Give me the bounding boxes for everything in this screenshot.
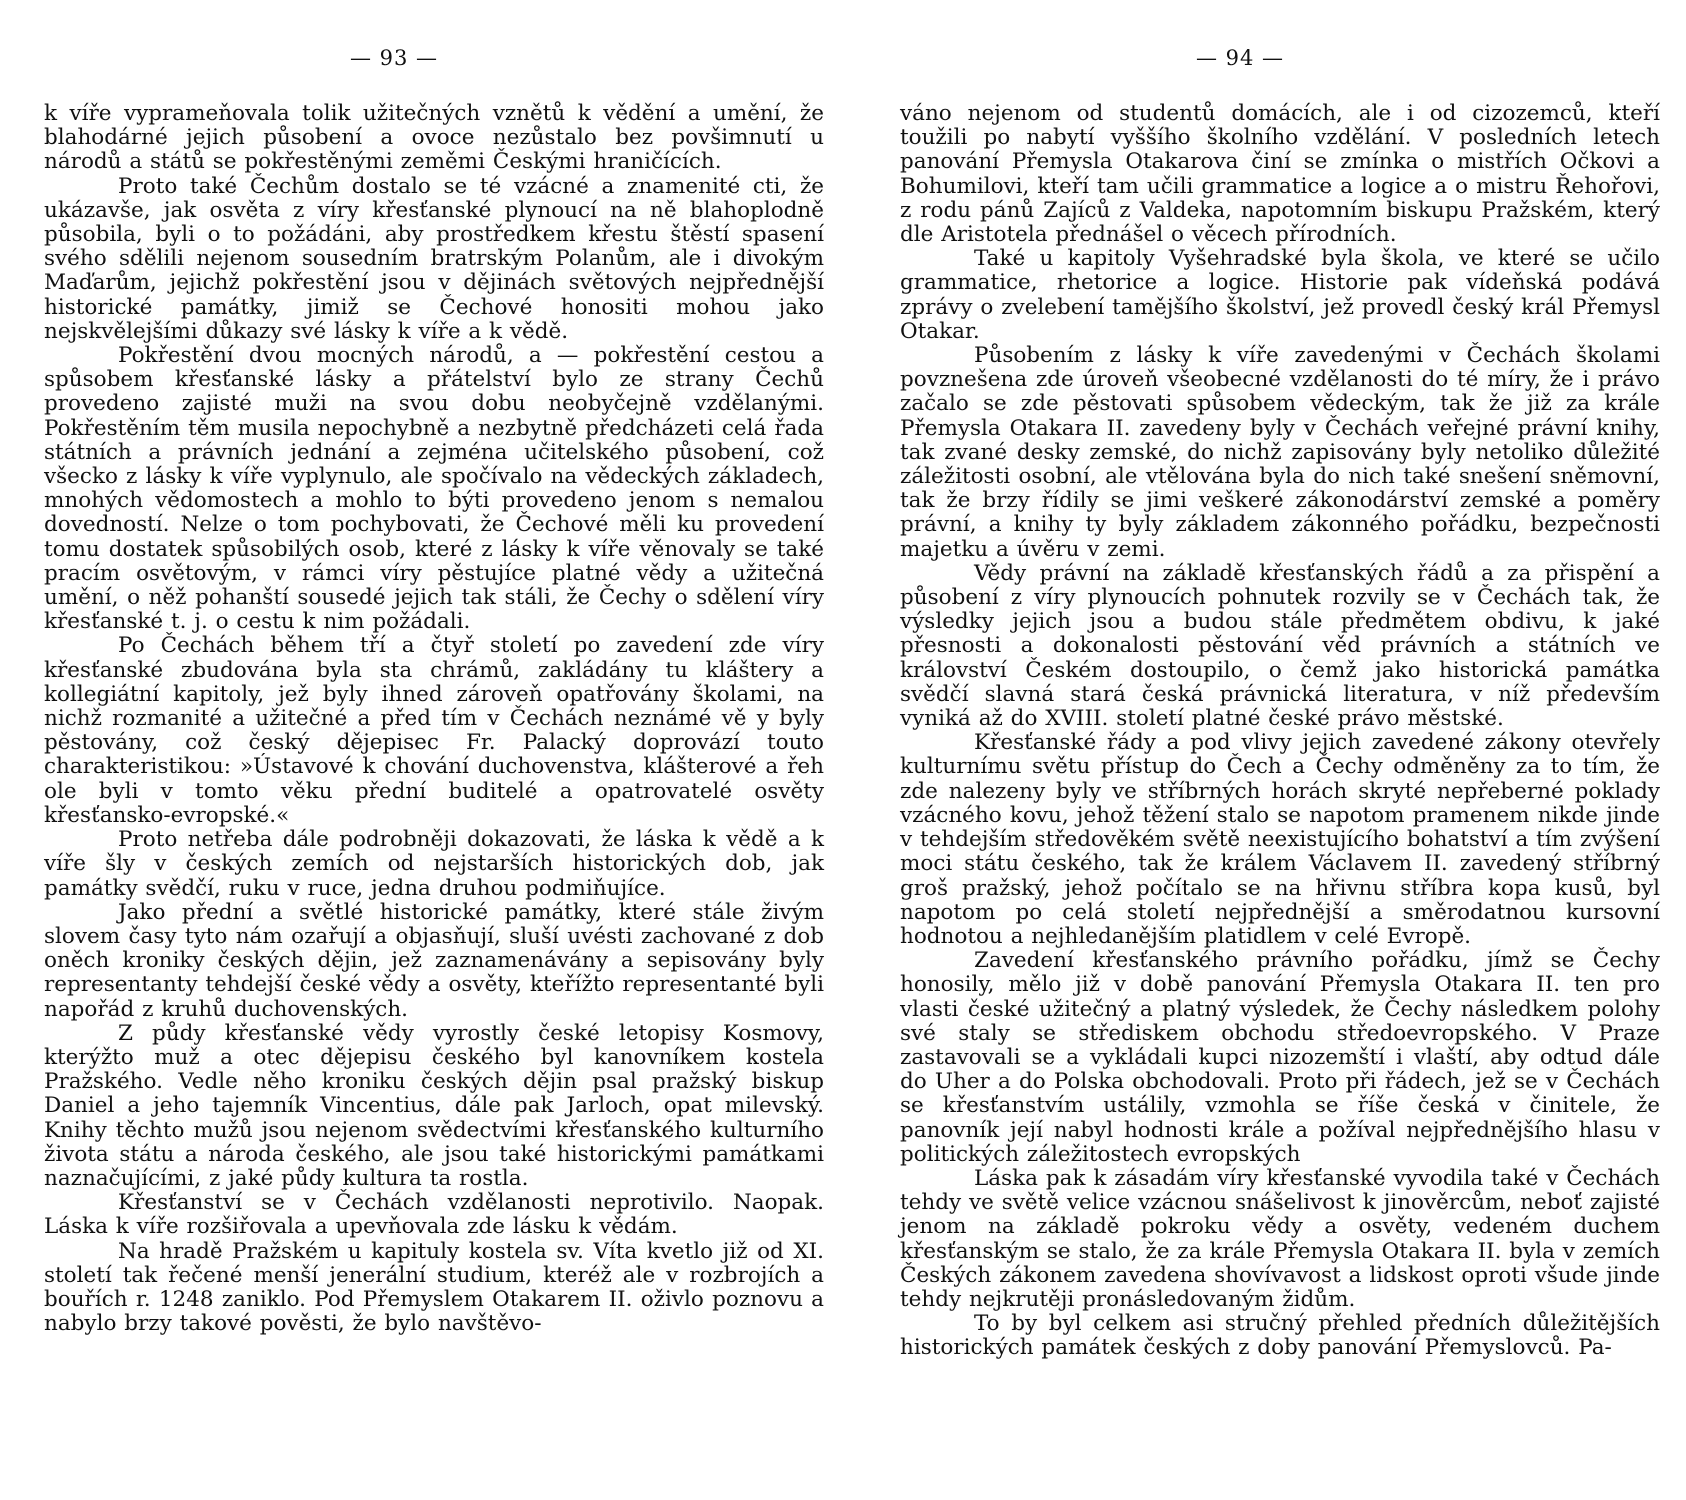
paragraph: k víře vyprameňovala tolik užitečných vznětů k vědění a umění, že blahodárné jejich působení a ovoce nezůstalo bez povšimnutí u národů a států se pokřestěnými zeměmi Českými hraničících.: [44, 101, 824, 175]
paragraph: Zavedení křesťanského právního pořádku, jímž se Čechy honosily, mělo již v době panování Přemysla Otakara II. ten pro vlasti české užitečný a platný výsledek, že Čechy následkem polohy své staly se střediskem obchodu středoevropského. V Praze zastavovali se a vykládali kupci nizozemští i vlaští, aby odtud dále do Uher a do Polska obchodovali. Proto při řádech, jež se v Čechách se křesťanstvím ustálily, vzmohla se říše česká v činitele, že panovník její nabyl hodnosti krále a požíval nejpřednějšího hlasu v politických záležitostech evropských: [900, 948, 1660, 1167]
paragraph: Láska pak k zásadám víry křesťanské vyvodila také v Čechách tehdy ve světě velice vzácnou snášelivost k jinověrcům, neboť zajisté jenom na základě pokroku vědy a osvěty, vedeném duchem křesťanským se stalo, že za krále Přemysla Otakara II. byla v zemích Českých zákonem zavedena shovívavost a lidskost oproti všude jinde tehdy nejkrutěji pronásledovaným židům.: [900, 1165, 1660, 1312]
paragraph: Jako přední a světlé historické památky, které stále živým slovem časy tyto nám ozařují a objasňují, sluší uvésti zachované z dob oněch kroniky českých dějin, jež zaznamenávány a sepisovány byly representanty tehdejší české vědy a osvěty, kteřížto representanté byli napořád z kruhů duchovenských.: [44, 899, 824, 1022]
right-page: [900, 0, 1660, 1500]
paragraph: Po Čechách během tří a čtyř století po zavedení zde víry křesťanské zbudována byla sta chrámů, zakládány tu kláštery a kollegiátní kapitoly, jež byly ihned zároveň opatřovány školami, na nichž rozmanité a užitečné a před tím v Čechách neznámé vě y byly pěstovány, což český dějepisec Fr. Palacký doprovází touto charakteristikou: »Ústavové k chování duchovenstva, klášterové a řeh ole byli v tomto věku přední buditelé a opatrovatelé osvěty křesťansko-evropské.«: [44, 633, 824, 828]
paragraph: To by byl celkem asi stručný přehled předních důležitějších historických památek českých z doby panování Přemyslovců. Pa-: [900, 1311, 1660, 1361]
paragraph: Křesťanství se v Čechách vzdělanosti neprotivilo. Naopak. Láska k víře rozšiřovala a upevňovala zde lásku k vědám.: [44, 1190, 824, 1240]
page-body: [44, 102, 824, 1336]
paragraph: Proto také Čechům dostalo se té vzácné a znamenité cti, že ukázavše, jak osvěta z víry křesťanské plynoucí na ně blahoplodně působila, byli o to požádáni, aby prostředkem křestu štěstí spasení svého sdělili nejenom sousedním bratrským Polanům, ale i divokým Maďarům, jejichž pokřestění jsou v dějinách světových nejpřednější historické památky, jimiž se Čechové honositi mohou jako nejskvělejšími důkazy své lásky k víře a k vědě.: [44, 173, 824, 344]
paragraph: Také u kapitoly Vyšehradské byla škola, ve které se učilo grammatice, rhetorice a logice. Historie pak vídeňská podává zprávy o zvelebení tamějšího školství, jež provedl český král Přemysl Otakar.: [900, 246, 1660, 344]
page-body: [900, 102, 1660, 1361]
page-number: — 93 —: [349, 46, 439, 70]
paragraph: Proto netřeba dále podrobněji dokazovati, že láska k vědě a k víře šly v českých zemích od nejstarších historických dob, jak památky svědčí, ruku v ruce, jedna druhou podmiňujíce.: [44, 827, 824, 901]
paragraph: Křesťanské řády a pod vlivy jejich zavedené zákony otevřely kulturnímu světu přístup do Čech a Čechy odměněny za to tím, že zde nalezeny byly ve stříbrných horách skryté nepřeberné poklady vzácného kovu, jehož těžení stalo se napotom pramenem nikde jinde v tehdejším středověkém světě neexistujícího bohatství a tím zvýšení moci státu českého, tak že králem Václavem II. zavedený stříbrný groš pražský, jehož počítalo se na hřivnu stříbra kopa kusů, byl napotom po celá století nejpřednější a směrodatnou kursovní hodnotou a nejhledanějším platidlem v celé Evropě.: [900, 730, 1660, 949]
paragraph: Pokřestění dvou mocných národů, a — pokřestění cestou a spůsobem křesťanské lásky a přátelství bylo ze strany Čechů provedeno zajisté muži na svou dobu neobyčejně vzdělanými. Pokřestěním těm musila nepochybně a nezbytně předcházeti celá řada státních a právních jednání a zejména učitelského působení, což všecko z lásky k víře vyplynulo, ale spočívalo na vědeckých základech, mnohých vědomostech a mohlo to býti provedeno jenom s nemalou dovedností. Nelze o tom pochybovati, že Čechové měli ku provedení tomu dostatek spůsobilých osob, které z lásky k víře věnovaly se také pracím osvětovým, v rámci víry pěstujíce platné vědy a užitečná umění, o něž pohanští sousedé jejich tak stáli, že Čechy o sdělení víry křesťanské t. j. o cestu k nim požádali.: [44, 343, 824, 635]
paragraph: váno nejenom od studentů domácích, ale i od cizozemců, kteří toužili po nabytí vyššího školního vzdělání. V posledních letech panování Přemysla Otakarova činí se zmínka o mistřích Očkovi a Bohumilovi, kteří tam učili grammatice a logice a o mistru Řehořovi, z rodu pánů Zajíců z Valdeka, napotomním biskupu Pražském, který dle Aristotela přednášel o věcech přírodních.: [900, 101, 1660, 248]
paragraph: Z půdy křesťanské vědy vyrostly české letopisy Kosmovy, kterýžto muž a otec dějepisu českého byl kanovníkem kostela Pražského. Vedle něho kroniku českých dějin psal pražský biskup Daniel a jeho tajemník Vincentius, dále pak Jarloch, opat milevský. Knihy těchto mužů jsou nejenom svědectvími křesťanského kulturního života státu a národa českého, ale jsou také historickými památkami naznačujícími, z jaké půdy kultura ta rostla.: [44, 1020, 824, 1191]
paragraph: Působením z lásky k víře zavedenými v Čechách školami povznešena zde úroveň všeobecné vzdělanosti do té míry, že i právo začalo se zde pěstovati spůsobem vědeckým, tak že již za krále Přemysla Otakara II. zavedeny byly v Čechách veřejné právní knihy, tak zvané desky zemské, do nichž zapisovány byly netoliko důležité záležitosti osobní, ale vtělována byla do nich také snešení sněmovní, tak že brzy řídily se jimi veškeré zákonodárství zemské a poměry právní, a knihy ty byly základem zákonného pořádku, bezpečnosti majetku a úvěru v zemi.: [900, 343, 1660, 562]
paragraph: Vědy právní na základě křesťanských řádů a za přispění a působení z víry plynoucích pohnutek rozvily se v Čechách tak, že výsledky jejich jsou a budou stále předmětem obdivu, k jaké přesnosti a dokonalosti pěstování věd právních a státních ve království Českém dostoupilo, o čemž jako historická památka svědčí slavná stará česká právnická literatura, v níž především vyniká až do XVIII. století platné české právo městské.: [900, 560, 1660, 732]
page-number: — 94 —: [1195, 46, 1285, 70]
paragraph: Na hradě Pražském u kapituly kostela sv. Víta kvetlo již od XI. století tak řečené menší jenerální studium, kteréž ale v rozbrojích a bouřích r. 1248 zaniklo. Pod Přemyslem Otakarem II. oživlo poznovu a nabylo brzy takové pověsti, že bylo navštěvo-: [44, 1238, 824, 1337]
left-page: [44, 0, 824, 1500]
